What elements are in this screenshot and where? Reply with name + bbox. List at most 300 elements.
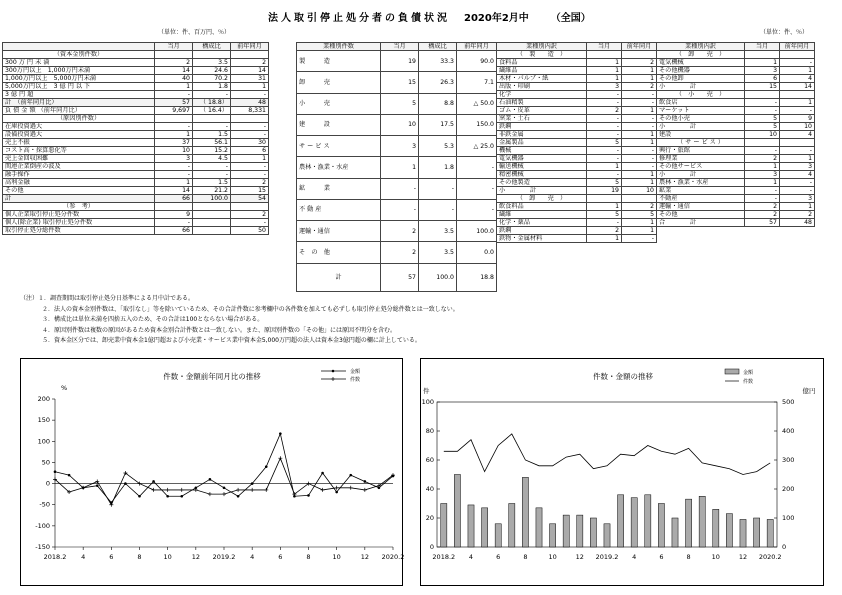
industry-row <box>297 72 497 93</box>
cell-current: 10 <box>155 147 193 155</box>
detail-row <box>657 203 815 211</box>
bar-amount <box>577 515 583 547</box>
row-label: （ サ ー ビ ス ） <box>657 139 745 147</box>
cell-prev: △ 50.0 <box>457 93 497 114</box>
cell-prev: - <box>622 235 657 243</box>
row-label: 輸送機械 <box>497 163 587 171</box>
cell-prev: 8,331 <box>231 107 269 115</box>
point-amount <box>180 495 183 498</box>
row-label: そ の 他 <box>297 242 381 263</box>
row-label: 飲食店 <box>657 99 745 107</box>
header-prev: 前年同月 <box>622 43 657 51</box>
industry-table <box>296 42 497 292</box>
x-tick-label: 12 <box>738 553 748 561</box>
point-count <box>180 488 184 492</box>
row-label: 出版・印刷 <box>497 83 587 91</box>
row-label: 関連企業倒産の波及 <box>3 163 155 171</box>
cell-current: 14 <box>155 187 193 195</box>
detail-row <box>497 195 657 203</box>
detail-row <box>497 163 657 171</box>
bar-amount <box>454 475 460 548</box>
row-label: その他サービス <box>657 163 745 171</box>
industry-detail-table-1 <box>496 42 657 243</box>
y-tick-label: 0 <box>45 479 50 488</box>
bar-amount <box>550 524 556 547</box>
y-tick-label: 200 <box>37 395 50 403</box>
bar-amount <box>740 519 746 547</box>
section-title: （資本金別件数） <box>3 51 155 59</box>
cell-prev: 3 <box>780 163 815 171</box>
cell-current: 1 <box>745 59 780 67</box>
header-label: 業種別内訳 <box>497 43 587 51</box>
industry-row <box>297 157 497 178</box>
cell-current <box>587 51 622 59</box>
row-label: 建設 <box>657 131 745 139</box>
row-label: 小 計 <box>657 83 745 91</box>
point-count <box>208 492 212 496</box>
cell-current: 1 <box>745 163 780 171</box>
cell-current <box>745 139 780 147</box>
point-amount <box>209 478 212 481</box>
point-amount <box>54 470 57 473</box>
header-row <box>3 43 269 51</box>
detail-row <box>497 123 657 131</box>
y-tick-label: 40 <box>425 485 434 493</box>
x-tick-label: 10 <box>548 553 557 561</box>
y2-tick-label: 200 <box>782 485 795 493</box>
point-amount <box>321 472 324 475</box>
area-label: （全国） <box>550 13 591 24</box>
cell-current: - <box>587 155 622 163</box>
cell-current: 15 <box>381 72 419 93</box>
industry-row <box>297 93 497 114</box>
row-label: 取引停止処分総件数 <box>3 227 155 235</box>
cell-prev: 9 <box>780 115 815 123</box>
table-row <box>3 67 269 75</box>
cell-current: - <box>155 123 193 131</box>
table-row <box>3 187 269 195</box>
row-label: 小 計 <box>497 187 587 195</box>
cell-ratio: 100.0 <box>193 195 231 203</box>
empty-cell <box>231 203 269 211</box>
table-row <box>3 163 269 171</box>
detail-row <box>497 211 657 219</box>
cell-prev: - <box>622 123 657 131</box>
cell-prev: 2 <box>780 211 815 219</box>
cell-current: - <box>587 131 622 139</box>
cell-current: 9 <box>155 211 193 219</box>
cell-ratio <box>193 211 231 219</box>
row-label: 高利金融 <box>3 179 155 187</box>
detail-row <box>657 139 815 147</box>
cell-ratio: 15.2 <box>193 147 231 155</box>
cell-current: 1 <box>587 67 622 75</box>
section-title: （原因別件数） <box>3 115 155 123</box>
empty-cell <box>231 115 269 123</box>
cell-current: 1 <box>587 203 622 211</box>
empty-cell <box>193 203 231 211</box>
detail-row <box>497 99 657 107</box>
row-label: （ 卸 売 ） <box>497 195 587 203</box>
row-label: 修理業 <box>657 155 745 163</box>
row-label: 電気機器 <box>497 155 587 163</box>
cell-current: 2 <box>381 242 419 263</box>
detail-row <box>657 51 815 59</box>
cell-prev: 1 <box>622 131 657 139</box>
date-label: 2020年2月中 <box>464 13 529 24</box>
row-label: 計 <box>3 195 155 203</box>
row-label: その他 <box>657 211 745 219</box>
row-label: 非鉄金属 <box>497 131 587 139</box>
x-tick-label: 10 <box>711 553 720 561</box>
bar-amount <box>618 495 624 547</box>
cell-prev: 90.0 <box>457 51 497 72</box>
cell-current: 2 <box>745 203 780 211</box>
cell-prev <box>622 51 657 59</box>
x-tick-label: 4 <box>468 553 474 561</box>
cell-prev: - <box>780 179 815 187</box>
table-row <box>3 123 269 131</box>
row-label: 300 万 円 未 満 <box>3 59 155 67</box>
cell-current: - <box>587 123 622 131</box>
cell-prev: 1 <box>622 139 657 147</box>
header-label: 業種別内訳 <box>657 43 745 51</box>
detail-row <box>497 139 657 147</box>
bar-amount <box>482 508 488 547</box>
point-count <box>152 488 156 492</box>
point-count <box>236 488 240 492</box>
detail-row <box>657 107 815 115</box>
page-title: 法人取引停止処分者の負債状況 2020年2月中 （全国） <box>268 13 591 24</box>
cell-prev: 6 <box>231 147 269 155</box>
cell-current: 66 <box>155 227 193 235</box>
cell-prev: - <box>231 131 269 139</box>
cell-current: - <box>381 199 419 220</box>
cell-current: - <box>745 187 780 195</box>
cell-prev: 2 <box>622 59 657 67</box>
bar-amount <box>590 518 596 547</box>
header-current: 当月 <box>587 43 622 51</box>
header-prev: 前年同月 <box>780 43 815 51</box>
cell-ratio: 5.3 <box>419 136 457 157</box>
empty-cell <box>155 51 193 59</box>
cell-ratio <box>193 219 231 227</box>
detail-row <box>497 171 657 179</box>
cell-prev: 3 <box>780 195 815 203</box>
industry-row <box>297 178 497 199</box>
bar-amount <box>699 496 705 547</box>
cell-prev: - <box>231 123 269 131</box>
x-tick-label: 10 <box>332 553 341 561</box>
cell-ratio: 1.5 <box>193 179 231 187</box>
detail-row <box>497 187 657 195</box>
cell-current: - <box>745 195 780 203</box>
cell-ratio: 56.1 <box>193 139 231 147</box>
row-label: 建 設 <box>297 114 381 135</box>
cell-current: 1 <box>155 179 193 187</box>
bar-amount <box>604 524 610 547</box>
cell-current: 19 <box>381 51 419 72</box>
cell-prev: 10 <box>622 187 657 195</box>
row-label: （ 卸 売 ） <box>657 51 745 59</box>
empty-cell <box>193 115 231 123</box>
x-tick-label: 10 <box>163 553 172 561</box>
cell-prev: - <box>457 199 497 220</box>
detail-row <box>657 163 815 171</box>
cell-prev <box>780 51 815 59</box>
cell-current: - <box>587 115 622 123</box>
table-row <box>3 155 269 163</box>
industry-row <box>297 136 497 157</box>
detail-row <box>497 227 657 235</box>
cell-prev: 2 <box>231 179 269 187</box>
cell-ratio: 17.5 <box>419 114 457 135</box>
detail-row <box>657 67 815 75</box>
empty-cell <box>155 115 193 123</box>
cell-prev: 4 <box>780 131 815 139</box>
cell-prev: 2 <box>231 59 269 67</box>
legend-bar <box>725 369 739 374</box>
note-line: ５．資本金区分では、卸売業中資本金1億円超および小売業・サービス業中資本金5,000万円超の法人は資本金3億円超の欄に計上している。 <box>42 337 421 344</box>
row-label: 負 債 金 額 （前年同月比） <box>3 107 155 115</box>
row-label: 卸 売 <box>297 72 381 93</box>
cell-ratio: - <box>419 199 457 220</box>
detail-row <box>657 195 815 203</box>
row-label: 木材・パルプ・紙 <box>497 75 587 83</box>
x-tick-label: 6 <box>659 553 664 561</box>
cell-current: 10 <box>381 114 419 135</box>
x-tick-label: 4 <box>250 553 255 561</box>
bar-amount <box>468 505 474 547</box>
industry-row <box>297 114 497 135</box>
row-label: 運輸・通信 <box>657 203 745 211</box>
y-tick-label: -150 <box>35 543 50 551</box>
y-tick-label: 80 <box>425 427 434 435</box>
industry-row <box>297 199 497 220</box>
x-tick-label: 2018.2 <box>43 553 67 561</box>
row-label: 小 売 <box>297 93 381 114</box>
y-tick-label: -50 <box>39 500 50 509</box>
industry-row <box>297 51 497 72</box>
cell-ratio: （ 16.4） <box>193 107 231 115</box>
notes <box>20 294 459 347</box>
cell-prev: 2 <box>231 211 269 219</box>
row-label: 5,000万円以上 3 億 円 以 下 <box>3 83 155 91</box>
detail-row <box>497 51 657 59</box>
row-label: 個人(除企業) 取引停止処分件数 <box>3 219 155 227</box>
row-label: 小 計 <box>657 171 745 179</box>
row-label: 機械 <box>497 147 587 155</box>
detail-row <box>497 235 657 243</box>
bar-amount <box>672 518 678 547</box>
x-tick-label: 2019.2 <box>212 553 236 561</box>
header-ratio: 構成比 <box>193 43 231 51</box>
point-count <box>166 488 170 492</box>
cell-current: 5 <box>745 123 780 131</box>
cell-ratio: 3.5 <box>419 221 457 242</box>
x-tick-label: 8 <box>686 553 691 561</box>
detail-row <box>657 211 815 219</box>
cell-prev: 2 <box>622 83 657 91</box>
header-ratio: 構成比 <box>419 43 457 51</box>
cell-prev: 18.8 <box>457 263 497 291</box>
cell-prev: - <box>622 155 657 163</box>
bar-amount <box>536 508 542 547</box>
cell-current: 2 <box>745 211 780 219</box>
y2-tick-label: 500 <box>782 398 795 406</box>
cell-ratio: 4.5 <box>193 155 231 163</box>
cell-ratio: - <box>193 163 231 171</box>
cell-current: - <box>587 91 622 99</box>
detail-row <box>657 187 815 195</box>
detail-row <box>657 115 815 123</box>
cell-current: 5 <box>381 93 419 114</box>
cell-prev: - <box>622 91 657 99</box>
row-label: その他機器 <box>657 67 745 75</box>
point-amount <box>279 432 282 435</box>
row-label: 繊維 <box>497 211 587 219</box>
x-tick-label: 12 <box>575 553 584 561</box>
x-tick-label: 8 <box>306 553 311 561</box>
row-label: 鉱業 <box>657 187 745 195</box>
cell-current: 40 <box>155 75 193 83</box>
detail-row <box>657 179 815 187</box>
y-tick-label: 60 <box>425 456 434 464</box>
cell-current: 1 <box>587 163 622 171</box>
detail-row <box>657 155 815 163</box>
point-count <box>349 486 353 490</box>
x-tick-label: 2018.2 <box>432 553 456 561</box>
point-amount <box>124 482 127 485</box>
note-line: ３．構成比は単位未満を四捨五入のため、その合計は100とならない場合がある。 <box>42 316 264 323</box>
cell-current: 1 <box>155 83 193 91</box>
cell-ratio: - <box>419 178 457 199</box>
table-row <box>3 59 269 67</box>
cell-current: 14 <box>155 67 193 75</box>
cell-current: - <box>745 107 780 115</box>
cell-current: 2 <box>745 155 780 163</box>
cell-current: 57 <box>381 263 419 291</box>
cell-prev: 1 <box>780 203 815 211</box>
cell-ratio: 1.8 <box>193 83 231 91</box>
cell-prev: 1 <box>622 227 657 235</box>
row-label: 窯業・土石 <box>497 115 587 123</box>
cell-current: 1 <box>587 235 622 243</box>
point-count <box>109 503 113 507</box>
cell-current: - <box>381 178 419 199</box>
row-label: サ ー ビ ス <box>297 136 381 157</box>
cell-ratio: 1.5 <box>193 131 231 139</box>
y-tick-label: 50 <box>41 458 50 467</box>
cell-current: 5 <box>745 115 780 123</box>
capital-cause-table <box>2 42 269 235</box>
row-label: 鉄鋼 <box>497 123 587 131</box>
detail-row <box>497 179 657 187</box>
cell-current: - <box>745 147 780 155</box>
x-tick-label: 2019.2 <box>595 553 619 561</box>
empty-cell <box>193 51 231 59</box>
row-label: 金属製品 <box>497 139 587 147</box>
x-tick-label: 6 <box>278 553 283 561</box>
cell-prev: △ 25.0 <box>457 136 497 157</box>
cell-current <box>745 91 780 99</box>
note-line: ２．法人の資本金別件数は、「取引なし」等を除いているため、その合計件数に参考欄中の各件数を加えても必ずしも取引停止処分総件数とは一致しない。 <box>42 305 459 313</box>
bar-amount <box>726 514 732 547</box>
row-label: 300万円以上 1,000万円未満 <box>3 67 155 75</box>
chart-title: 件数・金額の推移 <box>593 372 653 381</box>
row-label: 個人企業取引停止処分件数 <box>3 211 155 219</box>
cell-prev: - <box>780 187 815 195</box>
header-prev: 前年同月 <box>231 43 269 51</box>
cell-current: 66 <box>155 195 193 203</box>
point-amount <box>307 494 310 497</box>
table-row <box>3 75 269 83</box>
cell-prev: - <box>622 147 657 155</box>
detail-row <box>657 131 815 139</box>
cell-prev: 1 <box>622 179 657 187</box>
cell-current: 5 <box>587 211 622 219</box>
cell-ratio: - <box>193 171 231 179</box>
y2-tick-label: 100 <box>782 514 795 522</box>
row-label: （ 製 造 ） <box>497 51 587 59</box>
row-label: 鉄鋼 <box>497 227 587 235</box>
y2-axis-label: 億円 <box>802 387 816 395</box>
yoy-line-chart <box>21 359 404 587</box>
row-label: 在庫投資過大 <box>3 123 155 131</box>
cell-current: 3 <box>745 67 780 75</box>
cell-ratio: 70.2 <box>193 75 231 83</box>
x-tick-label: 4 <box>81 553 86 561</box>
x-tick-label: 2020.2 <box>381 553 404 561</box>
legend-label: 件数 <box>350 377 361 383</box>
bar-amount <box>509 504 515 548</box>
point-amount <box>237 495 240 498</box>
x-tick-label: 8 <box>137 553 142 561</box>
row-label: 飲食料品 <box>497 203 587 211</box>
row-label: 化学 <box>497 91 587 99</box>
table-row <box>3 179 269 187</box>
row-label: 計 （前年同月比） <box>3 99 155 107</box>
table-row <box>3 107 269 115</box>
point-amount <box>335 491 338 494</box>
cell-current: 1 <box>587 59 622 67</box>
cell-prev: - <box>231 163 269 171</box>
row-label: 電気機械 <box>657 59 745 67</box>
cell-prev: 1 <box>622 171 657 179</box>
row-label: 精密機械 <box>497 171 587 179</box>
cell-prev: - <box>231 91 269 99</box>
legend-label: 金額 <box>350 369 361 375</box>
cell-ratio: 3.5 <box>193 59 231 67</box>
note-line: ４．原因別件数は複数の原因があるため資本金別合計件数とは一致しない。また、原因別件数の「その他」には原因不明分を含む。 <box>42 326 397 334</box>
cell-ratio: 26.3 <box>419 72 457 93</box>
cell-prev: 10 <box>780 123 815 131</box>
cell-ratio: 33.3 <box>419 51 457 72</box>
detail-row <box>657 123 815 131</box>
x-tick-label: 4 <box>632 553 637 561</box>
cell-prev: 14 <box>780 83 815 91</box>
table-row <box>3 171 269 179</box>
cell-prev: 48 <box>780 219 815 227</box>
y-tick-label: 20 <box>425 514 434 522</box>
row-label: 鉄物・金属材料 <box>497 235 587 243</box>
cell-current: 37 <box>155 139 193 147</box>
detail-row <box>497 107 657 115</box>
row-label: 不動産 <box>657 195 745 203</box>
cell-prev: 1 <box>622 107 657 115</box>
table-row <box>3 211 269 219</box>
cell-prev <box>780 139 815 147</box>
